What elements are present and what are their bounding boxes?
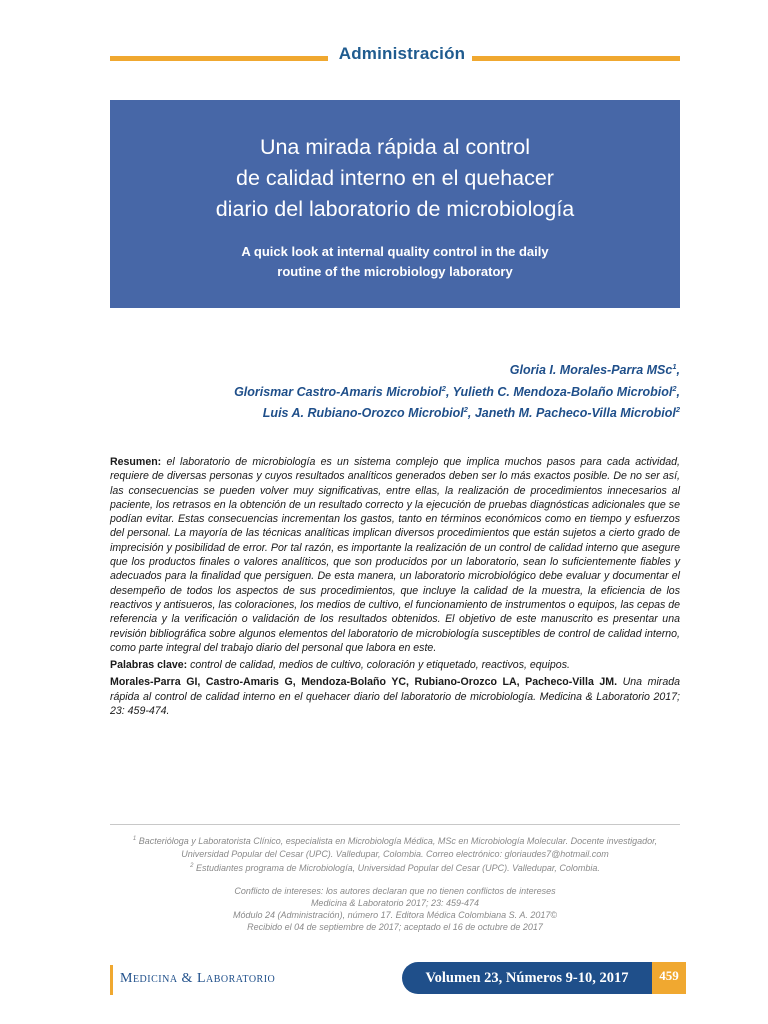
title-es-line: Una mirada rápida al control <box>259 135 531 159</box>
title-es-line: diario del laboratorio de microbiología <box>215 197 575 221</box>
title-box <box>110 100 680 308</box>
volume-badge: Volumen 23, Números 9-10, 2017 <box>402 962 652 994</box>
author-affiliation: 2 <box>463 405 468 415</box>
page-number: 459 <box>652 962 686 994</box>
footnotes <box>110 833 680 875</box>
citation-text: Una mirada rápida al control de calidad interno en el quehacer diario del laboratorio de microbiología. Medicina & Laboratorio 2017; 23: 459-474. <box>110 676 681 718</box>
footnote: $^1$ Bacterióloga y Laboratorista Clínico, especialista en Microbiología Médica, MSc en Microbiología Molecular. Docente investigador, Universidad Popular del Cesar (UPC). Valledupar, Colombia. Correo electrónico: gloriaudes7@hotmail.com <box>132 836 658 859</box>
citation-authors: Morales-Parra GI, Castro-Amaris G, Mendoza-Bolaño YC, Rubiano-Orozco LA, Pacheco-Villa JM. <box>110 676 618 689</box>
author-affiliation: 2 <box>672 383 677 393</box>
title-en-line: A quick look at internal quality control in the daily <box>241 244 549 259</box>
article-title-es <box>110 132 680 225</box>
footnote-divider <box>110 824 680 825</box>
author-name: Luis A. Rubiano-Orozco Microbiol <box>262 406 464 421</box>
keywords-text: control de calidad, medios de cultivo, coloración y etiquetado, reactivos, equipos. <box>187 659 570 672</box>
author-name: Janeth M. Pacheco-Villa Microbiol <box>474 406 676 421</box>
article-title-en <box>110 242 680 282</box>
section-rule-right <box>472 56 680 61</box>
meta-line: Conflicto de intereses: los autores declaran que no tienen conflictos de intereses <box>234 886 556 896</box>
keywords-label: Palabras clave: <box>110 659 188 672</box>
keywords-paragraph <box>110 658 680 672</box>
citation-paragraph <box>110 675 680 718</box>
author-affiliation: 2 <box>675 405 680 415</box>
author-name: Yulieth C. Mendoza-Bolaño Microbiol <box>452 384 673 399</box>
abstract-paragraph <box>110 455 680 655</box>
author-affiliation: 1 <box>672 362 677 371</box>
title-en-line: routine of the microbiology laboratory <box>277 264 513 279</box>
section-rule-left <box>110 56 328 61</box>
author-name: Glorismar Castro-Amaris Microbiol <box>234 384 442 399</box>
journal-name: Medicina & Laboratorio <box>120 971 276 986</box>
meta-line: Medicina & Laboratorio 2017; 23: 459-474 <box>310 898 480 908</box>
author-list <box>80 358 680 423</box>
author-line: Glorismar Castro-Amaris Microbiol$^2$, Yulieth C. Mendoza-Bolaño Microbiol$^2$, <box>234 383 680 399</box>
article-meta <box>110 885 680 933</box>
meta-line: Módulo 24 (Administración), número 17. Editora Médica Colombiana S. A. 2017© <box>233 910 557 920</box>
author-line: Gloria I. Morales-Parra MSc$^1$, <box>509 362 680 378</box>
author-line: Luis A. Rubiano-Orozco Microbiol$^2$, Janeth M. Pacheco-Villa Microbiol$^2$ <box>262 405 680 421</box>
journal-accent-bar <box>110 965 113 995</box>
abstract-block <box>110 455 680 721</box>
meta-line: Recibido el 04 de septiembre de 2017; aceptado el 16 de octubre de 2017 <box>247 922 543 932</box>
abstract-label: Resumen: <box>110 456 162 468</box>
footnote: $^2$ Estudiantes programa de Microbiología, Universidad Popular del Cesar (UPC). Valledupar, Colombia. <box>190 863 600 873</box>
author-affiliation: 2 <box>441 383 446 393</box>
title-es-line: de calidad interno en el quehacer <box>236 166 554 190</box>
abstract-text: el laboratorio de microbiología es un sistema complejo que implica muchos pasos para cada actividad, requiere de diversas personas y cuyos resultados analíticos generados deben ser lo más exactos posible. De no ser así, las consecuencias se pueden volver muy significativas, entre ellas, la realización de procedimientos innecesarios al paciente, los retrasos en la obtención de un resultado correcto y la ejecución de pruebas diagnósticas adicionales que se podían evitar. Estas consecuencias incrementan los gastos, tanto en términos económicos como en tiempo y esfuerzos del personal. La mayoría de las técnicas analíticas implican diversos procedimientos que están sujetos a cierto grado de imprecisión y posibilidad de error. Por tal razón, es importante la realización de un control de calidad interno que asegure que los productos finales o valores analíticos, que son producidos por un laboratorio, sean lo suficientemente fiables y adecuados para la finalidad que persiguen. De esta manera, un laboratorio microbiológico debe evaluar y documentar el desempeño de todos los aspectos de sus procedimientos, que incluye la calidad de la muestra, la eficiencia de los reactivos y antisueros, las coloraciones, los medios de cultivo, el funcionamiento de instrumentos o equipos, las cepas de referencia y la verificación o validación de los resultados obtenidos. El objetivo de este manuscrito es presentar una revisión bibliográfica sobre algunos elementos del laboratorio de microbiología susceptibles de control de calidad interno, como parte integral del trabajo diario del personal que labora en este. <box>110 456 681 654</box>
author-name: Gloria I. Morales-Parra MSc <box>509 363 673 378</box>
section-label: Administración <box>338 44 466 63</box>
